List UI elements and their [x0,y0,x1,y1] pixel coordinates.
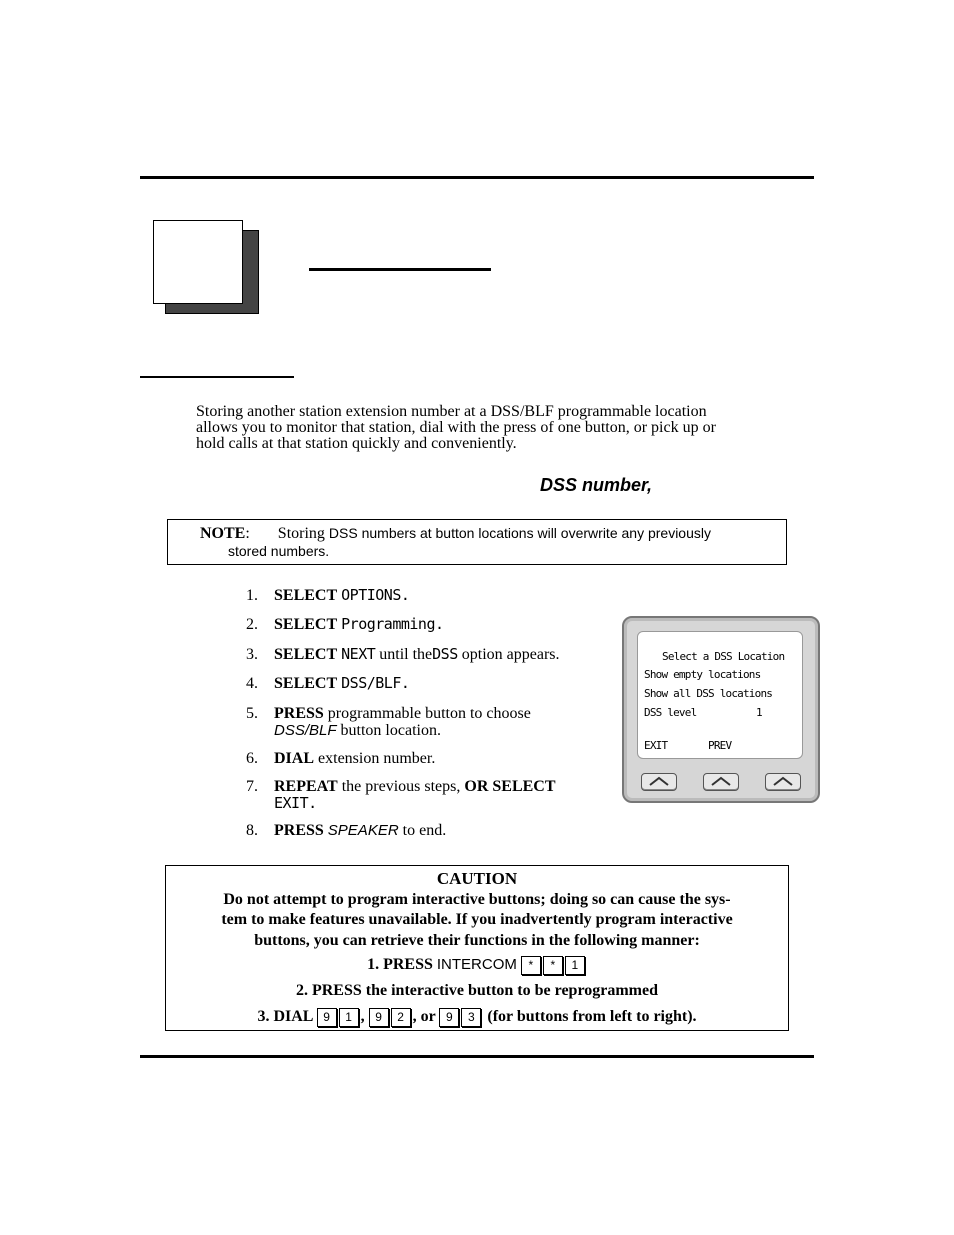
step-number: 7. [246,778,258,795]
note-line1 [200,525,711,543]
nine-key: 9 [369,1008,389,1027]
dss-number-label: DSS number, [540,475,653,495]
title-underline [309,268,491,271]
step-text: programmable button to choose [327,705,531,722]
lcd-value: 1 [756,706,762,719]
note-colon: : [245,525,250,542]
caution-tail: (for buttons from left to right). [487,1008,697,1026]
note-line2: stored numbers. [228,543,330,559]
step-verb: REPEAT [274,778,338,795]
step-text: to end. [402,822,447,839]
step-verb: SELECT [274,587,338,604]
step-number: 1. [246,587,258,604]
step-text: option appears. [461,646,560,663]
punct: . [400,674,410,692]
star-key: * [521,956,541,975]
display-option: Programming [341,615,435,633]
step-verb: SELECT [274,675,338,692]
note-text: DSS numbers at button locations will overwrite any previously [328,525,711,541]
caution-box [165,865,789,1031]
three-key: 3 [461,1008,481,1027]
note-word: Storing [277,525,325,542]
step-number: 4. [246,675,258,692]
caution-line: buttons, you can retrieve their functions in the following manner: [254,932,700,949]
step-number: 1. [367,956,380,974]
two-key: 2 [391,1008,411,1027]
or-text: or [420,1008,436,1026]
bottom-rule [140,1055,814,1058]
punct: . [434,615,444,633]
step-verb: PRESS [383,956,433,974]
lcd-line: Select a DSS Location [662,650,785,663]
one-key: 1 [339,1008,359,1027]
chevron-up-icon [772,775,794,787]
lcd-softkey-label: EXIT [644,739,668,752]
phone-display-bezel [622,616,820,803]
punct: . [308,794,317,812]
note-box [167,519,787,565]
section-underline [140,376,294,378]
display-option: DSS [432,645,458,663]
display-option: OPTIONS [341,586,401,604]
caution-line: tem to make features unavailable. If you inadvertently program interactive [221,911,733,928]
one-key: 1 [565,956,585,975]
step-number: 2. [246,616,258,633]
step-6 [246,750,435,767]
intro-line: Storing another station extension number at a DSS/BLF programmable location [196,403,707,420]
display-option: EXIT [274,794,309,812]
nine-key: 9 [439,1008,459,1027]
note-label: NOTE [200,525,246,542]
top-rule [140,176,814,179]
step-text: until the [379,646,433,663]
intro-line: allows you to monitor that station, dial with the press of one button, or pick up or [196,419,716,436]
caution-step-2: 2. PRESS the interactive button to be reprogrammed [295,982,659,999]
lcd-screen [637,631,803,759]
step-verb: DIAL [274,750,315,767]
step-8 [246,822,446,839]
lcd-line: Show all DSS locations [644,687,773,700]
intro-line: hold calls at that station quickly and conveniently. [196,435,517,452]
step-4 [246,675,409,692]
punct: . [400,586,410,604]
step-verb: PRESS [274,705,324,722]
caution-title: CAUTION [436,869,518,888]
step-number: 3. [257,1008,270,1026]
softkey-right-button[interactable] [765,773,801,791]
star-key: * [543,956,563,975]
step-verb: SELECT [274,646,338,663]
step-verb: PRESS [274,822,324,839]
step-7 [246,778,586,812]
caution-line: Do not attempt to program interactive buttons; doing so can cause the sys- [223,891,731,908]
step-text: the previous steps, [341,778,461,795]
lcd-line: DSS level [644,706,697,719]
step-number: 6. [246,750,258,767]
caution-step-3: 3. DIAL 9 1 , 9 2 , or 9 3 (for buttons from left to right). [257,1008,697,1026]
display-option: NEXT [341,645,376,663]
intercom-button-label: INTERCOM [436,956,517,974]
step-3 [246,646,560,663]
lcd-softkey-label: PREV [708,739,732,752]
step-italic: DSS/BLF [274,722,337,739]
intro-paragraph [196,404,776,452]
step-text: button location. [340,722,441,739]
step-number: 8. [246,822,258,839]
step-number: 3. [246,646,258,663]
step-number: 5. [246,705,258,722]
chevron-up-icon [648,775,670,787]
step-1 [246,587,409,604]
step-text: extension number. [318,750,436,767]
step-5 [246,705,576,739]
chapter-box [153,220,243,304]
step-verb: OR SELECT [464,778,556,795]
chevron-up-icon [710,775,732,787]
step-verb: DIAL [273,1008,313,1026]
nine-key: 9 [317,1008,337,1027]
step-verb: SELECT [274,616,338,633]
lcd-line: Show empty locations [644,668,761,681]
softkey-middle-button[interactable] [703,773,739,791]
step-2 [246,616,444,633]
softkey-left-button[interactable] [641,773,677,791]
step-italic: SPEAKER [327,822,399,839]
caution-step-1 [166,956,788,975]
display-option: DSS/BLF [341,674,401,692]
